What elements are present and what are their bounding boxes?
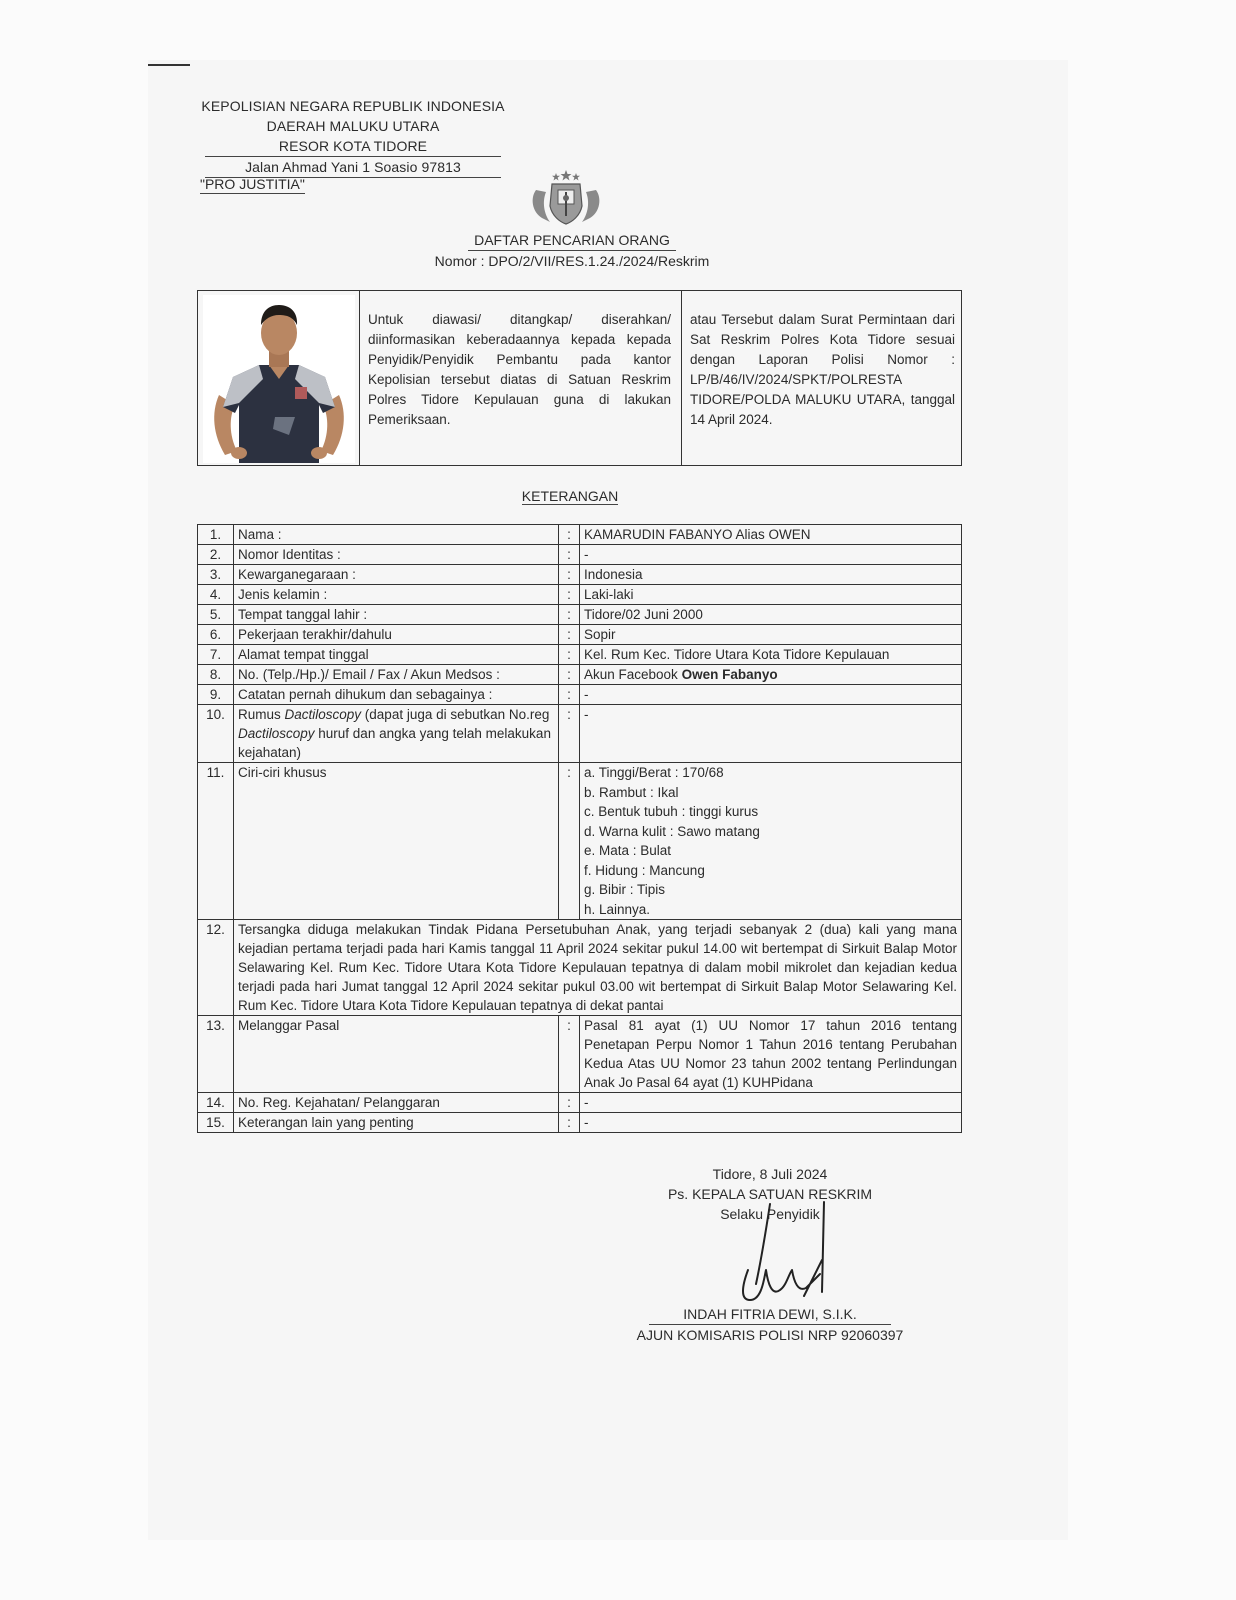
list-item: h. Lainnya. (584, 901, 651, 917)
reference-text: atau Tersebut dalam Surat Permintaan dari Sat Reskrim Polres Kota Tidore sesuai dengan Laporan Polisi Nomor : LP/B/46/IV/2024/SPKT/POLRESTA TIDORE/POLDA MALUKU UTARA, tanggal 14 April 2024. (690, 312, 955, 427)
document-title: DAFTAR PENCARIAN ORANG (468, 230, 676, 251)
table-row (198, 763, 962, 920)
row-value: - (580, 1093, 962, 1113)
row-separator: : (559, 1113, 580, 1133)
row-number: 15. (198, 1113, 234, 1133)
table-row (198, 605, 962, 625)
list-item: f. Hidung : Mancung (584, 862, 705, 878)
table-row (198, 585, 962, 605)
row-number: 4. (198, 585, 234, 605)
table-row (198, 1016, 962, 1093)
row-separator: : (559, 625, 580, 645)
table-row (198, 645, 962, 665)
table-row (198, 565, 962, 585)
value-bold: Owen Fabanyo (681, 667, 778, 682)
row-number: 8. (198, 665, 234, 685)
row-label: Alamat tempat tinggal (234, 645, 559, 665)
list-item: b. Rambut : Ikal (584, 784, 679, 800)
row-separator: : (559, 645, 580, 665)
row-number: 7. (198, 645, 234, 665)
list-item: c. Bentuk tubuh : tinggi kurus (584, 804, 759, 819)
wanted-info-box (197, 290, 962, 466)
case-description: Tersangka diduga melakukan Tindak Pidana Persetubuhan Anak, yang terjadi sebanyak 2 (dua) kali yang mana kejadian pertama terjadi pada hari Kamis tanggal 11 April 2024 sekitar pukul 14.00 wit bertempat di Sirkuit Balap Motor Selawaring Kel. Rum Kec. Tidore Utara Kota Tidore Kepulauan tepatnya di dalam mobil mikrolet dan kejadian kedua terjadi pada hari Jumat tanggal 12 April 2024 sekitar pukul 03.00 wit bertempat di Sirkuit Balap Motor Selawaring Kel. Rum Kec. Tidore Utara Kota Tidore Kepulauan tepatnya di dekat pantai (234, 920, 962, 1016)
list-item: a. Tinggi/Berat : 170/68 (584, 765, 724, 780)
row-value: Laki-laki (580, 585, 962, 605)
row-label: Nama : (234, 525, 559, 545)
row-separator: : (559, 685, 580, 705)
table-row (198, 1113, 962, 1133)
letterhead-line-2: DAERAH MALUKU UTARA (266, 118, 440, 134)
row-value: - (580, 1113, 962, 1133)
sign-position: Ps. KEPALA SATUAN RESKRIM (667, 1186, 873, 1202)
corner-mark (148, 64, 190, 66)
row-label: No. Reg. Kejahatan/ Pelanggaran (234, 1093, 559, 1113)
keterangan-table (197, 524, 962, 1133)
row-number: 6. (198, 625, 234, 645)
signatory-name: INDAH FITRIA DEWI, S.I.K. (649, 1304, 890, 1325)
row-label: Rumus Dactiloscopy (dapat juga di sebutkan No.reg Dactiloscopy huruf dan angka yang telah melakukan kejahatan) (234, 705, 559, 763)
row-label: No. (Telp./Hp.)/ Email / Fax / Akun Medsos : (234, 665, 559, 685)
signatory (620, 1304, 920, 1345)
letterhead (198, 96, 508, 178)
list-item: g. Bibir : Tipis (584, 882, 666, 897)
document-number: Nomor : DPO/2/VII/RES.1.24./2024/Reskrim (434, 253, 710, 269)
ciri-list (580, 763, 962, 920)
row-separator: : (559, 1016, 580, 1093)
row-separator: : (559, 763, 580, 920)
row-separator: : (559, 1093, 580, 1113)
table-row (198, 625, 962, 645)
row-number: 10. (198, 705, 234, 763)
list-item: d. Warna kulit : Sawo matang (584, 823, 760, 839)
reference-text-column (681, 291, 963, 465)
row-separator: : (559, 525, 580, 545)
table-row (198, 705, 962, 763)
row-label: Nomor Identitas : (234, 545, 559, 565)
row-value: Tidore/02 Juni 2000 (580, 605, 962, 625)
row-number: 14. (198, 1093, 234, 1113)
instruction-text-column (359, 291, 679, 465)
row-separator: : (559, 605, 580, 625)
table-row (198, 1093, 962, 1113)
instruction-text: Untuk diawasi/ ditangkap/ diserahkan/ diinformasikan keberadaannya kepada kepada Penyidik/Penyidik Pembantu pada kantor Kepolisian tersebut diatas di Satuan Reskrim Polres Tidore Kepulauan guna di lakukan Pemeriksaan. (368, 312, 671, 427)
letterhead-address: Jalan Ahmad Yani 1 Soasio 97813 (205, 156, 501, 178)
row-value: - (580, 685, 962, 705)
table-row (198, 665, 962, 685)
police-emblem-icon (524, 168, 608, 226)
row-number: 13. (198, 1016, 234, 1093)
row-label: Keterangan lain yang penting (234, 1113, 559, 1133)
row-number: 12. (198, 920, 234, 1016)
letterhead-line-3: RESOR KOTA TIDORE (278, 138, 428, 154)
row-value: Indonesia (580, 565, 962, 585)
letterhead-line-1: KEPOLISIAN NEGARA REPUBLIK INDONESIA (201, 98, 505, 114)
row-value: Sopir (580, 625, 962, 645)
table-row (198, 545, 962, 565)
table-row (198, 525, 962, 545)
row-separator: : (559, 705, 580, 763)
row-label: Pekerjaan terakhir/dahulu (234, 625, 559, 645)
list-item: e. Mata : Bulat (584, 843, 672, 858)
row-number: 3. (198, 565, 234, 585)
row-number: 11. (198, 763, 234, 920)
row-label: Kewarganegaraan : (234, 565, 559, 585)
row-value: KAMARUDIN FABANYO Alias OWEN (580, 525, 962, 545)
table-row (198, 685, 962, 705)
row-label: Tempat tanggal lahir : (234, 605, 559, 625)
sign-place-date: Tidore, 8 Juli 2024 (712, 1166, 828, 1182)
row-value (580, 665, 962, 685)
row-label: Melanggar Pasal (234, 1016, 559, 1093)
row-label: Catatan pernah dihukum dan sebagainya : (234, 685, 559, 705)
row-number: 9. (198, 685, 234, 705)
signatory-rank: AJUN KOMISARIS POLISI NRP 92060397 (636, 1327, 904, 1343)
value-prefix: Akun Facebook (584, 667, 682, 682)
row-separator: : (559, 665, 580, 685)
row-value: Kel. Rum Kec. Tidore Utara Kota Tidore Kepulauan (580, 645, 962, 665)
sign-role: Selaku Penyidik (720, 1206, 820, 1222)
row-label: Jenis kelamin : (234, 585, 559, 605)
keterangan-heading: KETERANGAN (521, 488, 619, 504)
row-number: 1. (198, 525, 234, 545)
person-photo (203, 295, 355, 463)
row-label: Ciri-ciri khusus (234, 763, 559, 920)
row-value: - (580, 545, 962, 565)
row-separator: : (559, 585, 580, 605)
table-row (198, 920, 962, 1016)
pro-justitia: "PRO JUSTITIA" (200, 176, 305, 192)
row-separator: : (559, 545, 580, 565)
row-separator: : (559, 565, 580, 585)
row-value: Pasal 81 ayat (1) UU Nomor 17 tahun 2016 tentang Penetapan Perpu Nomor 1 Tahun 2016 tentang Perubahan Kedua Atas UU Nomor 23 tahun 2002 tentang Perlindungan Anak Jo Pasal 64 ayat (1) KUHPidana (580, 1016, 962, 1093)
handwritten-signature (722, 1200, 832, 1310)
row-value: - (580, 705, 962, 763)
row-number: 2. (198, 545, 234, 565)
row-number: 5. (198, 605, 234, 625)
title-block (430, 230, 714, 271)
